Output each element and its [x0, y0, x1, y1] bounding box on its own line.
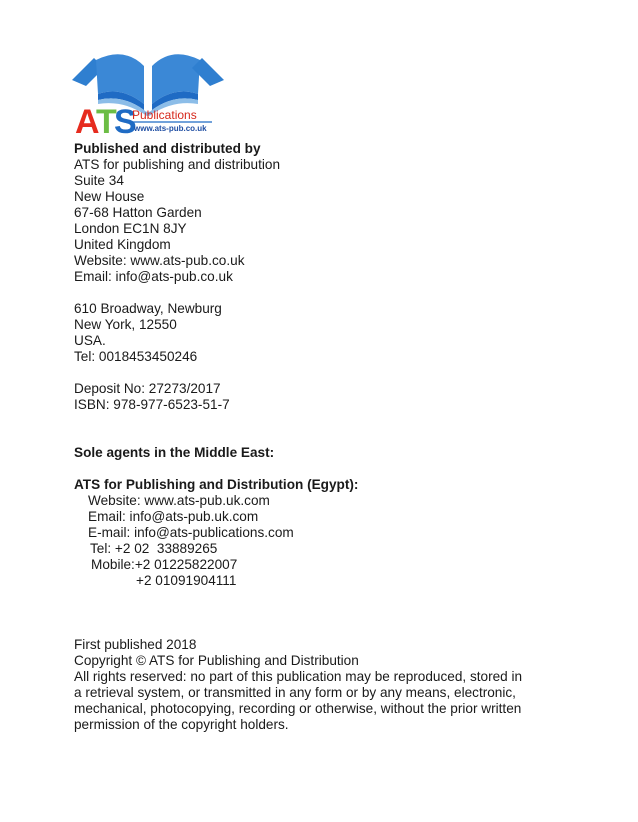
agent-email-alt: E-mail: info@ats-publications.com — [88, 525, 294, 540]
agent-website: Website: www.ats-pub.uk.com — [88, 493, 270, 508]
logo-url: www.ats-pub.co.uk — [134, 124, 207, 133]
logo-letter-a: A — [75, 103, 100, 136]
rights-statement-line: All rights reserved: no part of this publication may be reproduced, stored in — [74, 669, 523, 684]
us-address-line: New York, 12550 — [74, 317, 177, 332]
agent-company: ATS for Publishing and Distribution (Egypt): — [74, 477, 359, 492]
rights-statement-line: permission of the copyright holders. — [74, 717, 289, 732]
deposit-number: Deposit No: 27273/2017 — [74, 381, 221, 396]
open-book-icon — [72, 44, 224, 136]
logo-letter-t: T — [96, 103, 117, 136]
publisher-name: ATS for publishing and distribution — [74, 157, 281, 172]
publisher-email: Email: info@ats-pub.co.uk — [74, 269, 233, 284]
address-line: London EC1N 8JY — [74, 221, 187, 236]
publisher-heading: Published and distributed by — [74, 141, 261, 156]
address-line: New House — [74, 189, 145, 204]
publisher-website: Website: www.ats-pub.co.uk — [74, 253, 245, 268]
publisher-logo — [72, 44, 224, 136]
copyright: Copyright © ATS for Publishing and Distribution — [74, 653, 359, 668]
agent-mobile: Mobile:+2 01225822007 — [91, 557, 238, 572]
address-line: 67-68 Hatton Garden — [74, 205, 202, 220]
rights-statement-line: a retrieval system, or transmitted in any form or by any means, electronic, — [74, 685, 516, 700]
first-published: First published 2018 — [74, 637, 197, 652]
rights-statement-line: mechanical, photocopying, recording or otherwise, without the prior written — [74, 701, 522, 716]
address-line: United Kingdom — [74, 237, 171, 252]
agents-heading: Sole agents in the Middle East: — [74, 445, 275, 460]
agent-email: Email: info@ats-pub.uk.com — [88, 509, 259, 524]
isbn: ISBN: 978-977-6523-51-7 — [74, 397, 230, 412]
us-address-line: 610 Broadway, Newburg — [74, 301, 222, 316]
us-telephone: Tel: 0018453450246 — [74, 349, 198, 364]
agent-mobile-alt: +2 01091904111 — [136, 573, 237, 588]
us-address-line: USA. — [74, 333, 106, 348]
address-line: Suite 34 — [74, 173, 124, 188]
agent-telephone: Tel: +2 02 33889265 — [90, 541, 218, 556]
logo-letter-s: S — [114, 103, 137, 136]
logo-wordmark: Publications — [132, 108, 197, 122]
